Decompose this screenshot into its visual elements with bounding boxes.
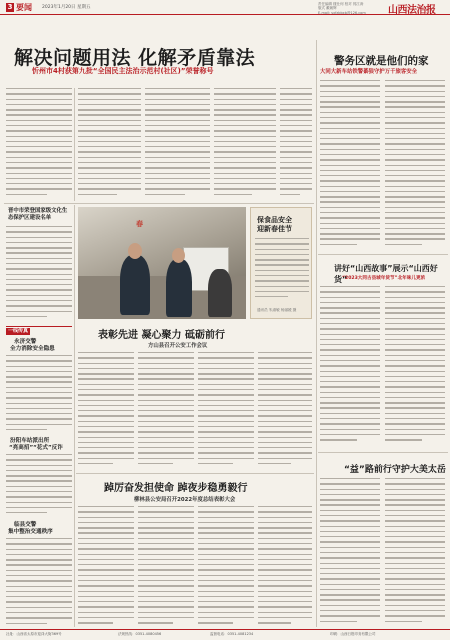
column-item-1-title: 永济交警 [14,339,37,345]
sidebar-photo-credit: 通讯员 朱淑敏 杨丽媛 摄 [257,308,297,312]
column-label: 一线传真 [8,328,29,334]
lead-body-col4 [214,88,276,201]
liulin-headline: 踔厉奋发担使命 踔夜步稳勇毅行 [104,483,248,494]
column-item-2-subtitle: “亮高招”“花式”反诈 [9,445,63,451]
footer-address: 社址：山西省太原市迎泽大街369号 [6,632,62,636]
email-line: E-mail: sxfzbbxb@126.com [318,10,366,15]
lead-body-col3 [145,88,210,201]
section-number: 3 [7,3,13,11]
police-body-col1 [320,80,380,250]
liulin-body-col4 [258,506,312,626]
sidebar-title-1: 保食品安全 [257,216,292,224]
sidebar-title-2: 迎新春佳节 [257,225,292,233]
yiluzhe-body-col1 [320,478,380,626]
shanxi-subhead: “2023大同古县城年货节”北年味儿更浓 [342,276,426,281]
column-item-3-title: 临县交警 [14,522,37,528]
fangshan-body-col1 [78,352,134,470]
police-subhead: 大同大新车站铁警綦狼守护万千旅客安全 [320,69,418,75]
jinzhong-body [6,226,72,322]
column-item-2-title: 汾阳车站派出所 [10,438,50,444]
liulin-body-col2 [138,506,194,626]
designer-line: 版式 戴朝辉 [318,6,337,11]
market-inspection-photo: 春 [78,207,246,319]
lead-body-col2 [78,88,141,201]
fangshan-headline: 表彰先进 凝心聚力 砥砺前行 [98,330,225,341]
liulin-body-col1 [78,506,134,626]
lead-subhead: 忻州市4村获第九批“全国民主法治示范村(社区)”荣誉称号 [32,67,214,75]
feature-sidebar [250,207,312,319]
shanxi-body-col2 [385,286,445,446]
yiluzhe-body-col2 [385,478,445,626]
shanxi-body-col1 [320,286,380,446]
editor-line: 责任编辑 楼仕何 校对 郭江涛 [318,2,364,6]
column-item-1-subtitle: 全力消除安全隐患 [10,346,55,352]
column-item-3-subtitle: 集中整治交通秩序 [8,529,53,535]
fangshan-body-col3 [198,352,254,470]
yiluzhe-headline: “益”路前行守护大美太岳 [344,465,446,475]
lead-body-col1 [6,88,72,201]
footer-hotline: 法规热线：0351-4080456 [118,632,162,636]
liulin-subhead: 柳林县公安局召开2022年度总结表彰大会 [134,497,236,503]
fangshan-subhead: 方山县召开公安工作会议 [148,343,208,349]
section-name: 要闻 [16,3,32,12]
masthead-info [318,2,366,15]
fangshan-body-col4 [258,352,312,470]
lead-body-col5 [280,88,312,201]
police-headline: 警务区就是他们的家 [334,55,429,67]
fangshan-body-col2 [138,352,194,470]
lead-headline: 解决问题用法 化解矛盾靠法 [14,47,256,69]
jinzhong-headline: 晋中市荣登国家级文化生态保护区建设名单 [8,208,68,221]
column-item-2-body [6,454,72,516]
masthead [0,0,450,15]
page-footer [0,629,450,640]
column-item-1-body [6,355,72,433]
footer-supervision: 监督电话：0351-4081234 [210,632,254,636]
shanxi-headline: 讲好“山西故事”展示“山西好货” [334,264,438,284]
footer-printer: 印刷：山西日报印务有限公司 [330,632,376,636]
newspaper-logo: 山西法治报 [388,5,436,16]
issue-date: 2023年1月20日 星期五 [42,5,91,10]
liulin-body-col3 [198,506,254,626]
police-body-col2 [385,80,445,250]
column-item-3-body [6,538,72,626]
sidebar-caption [255,238,309,302]
